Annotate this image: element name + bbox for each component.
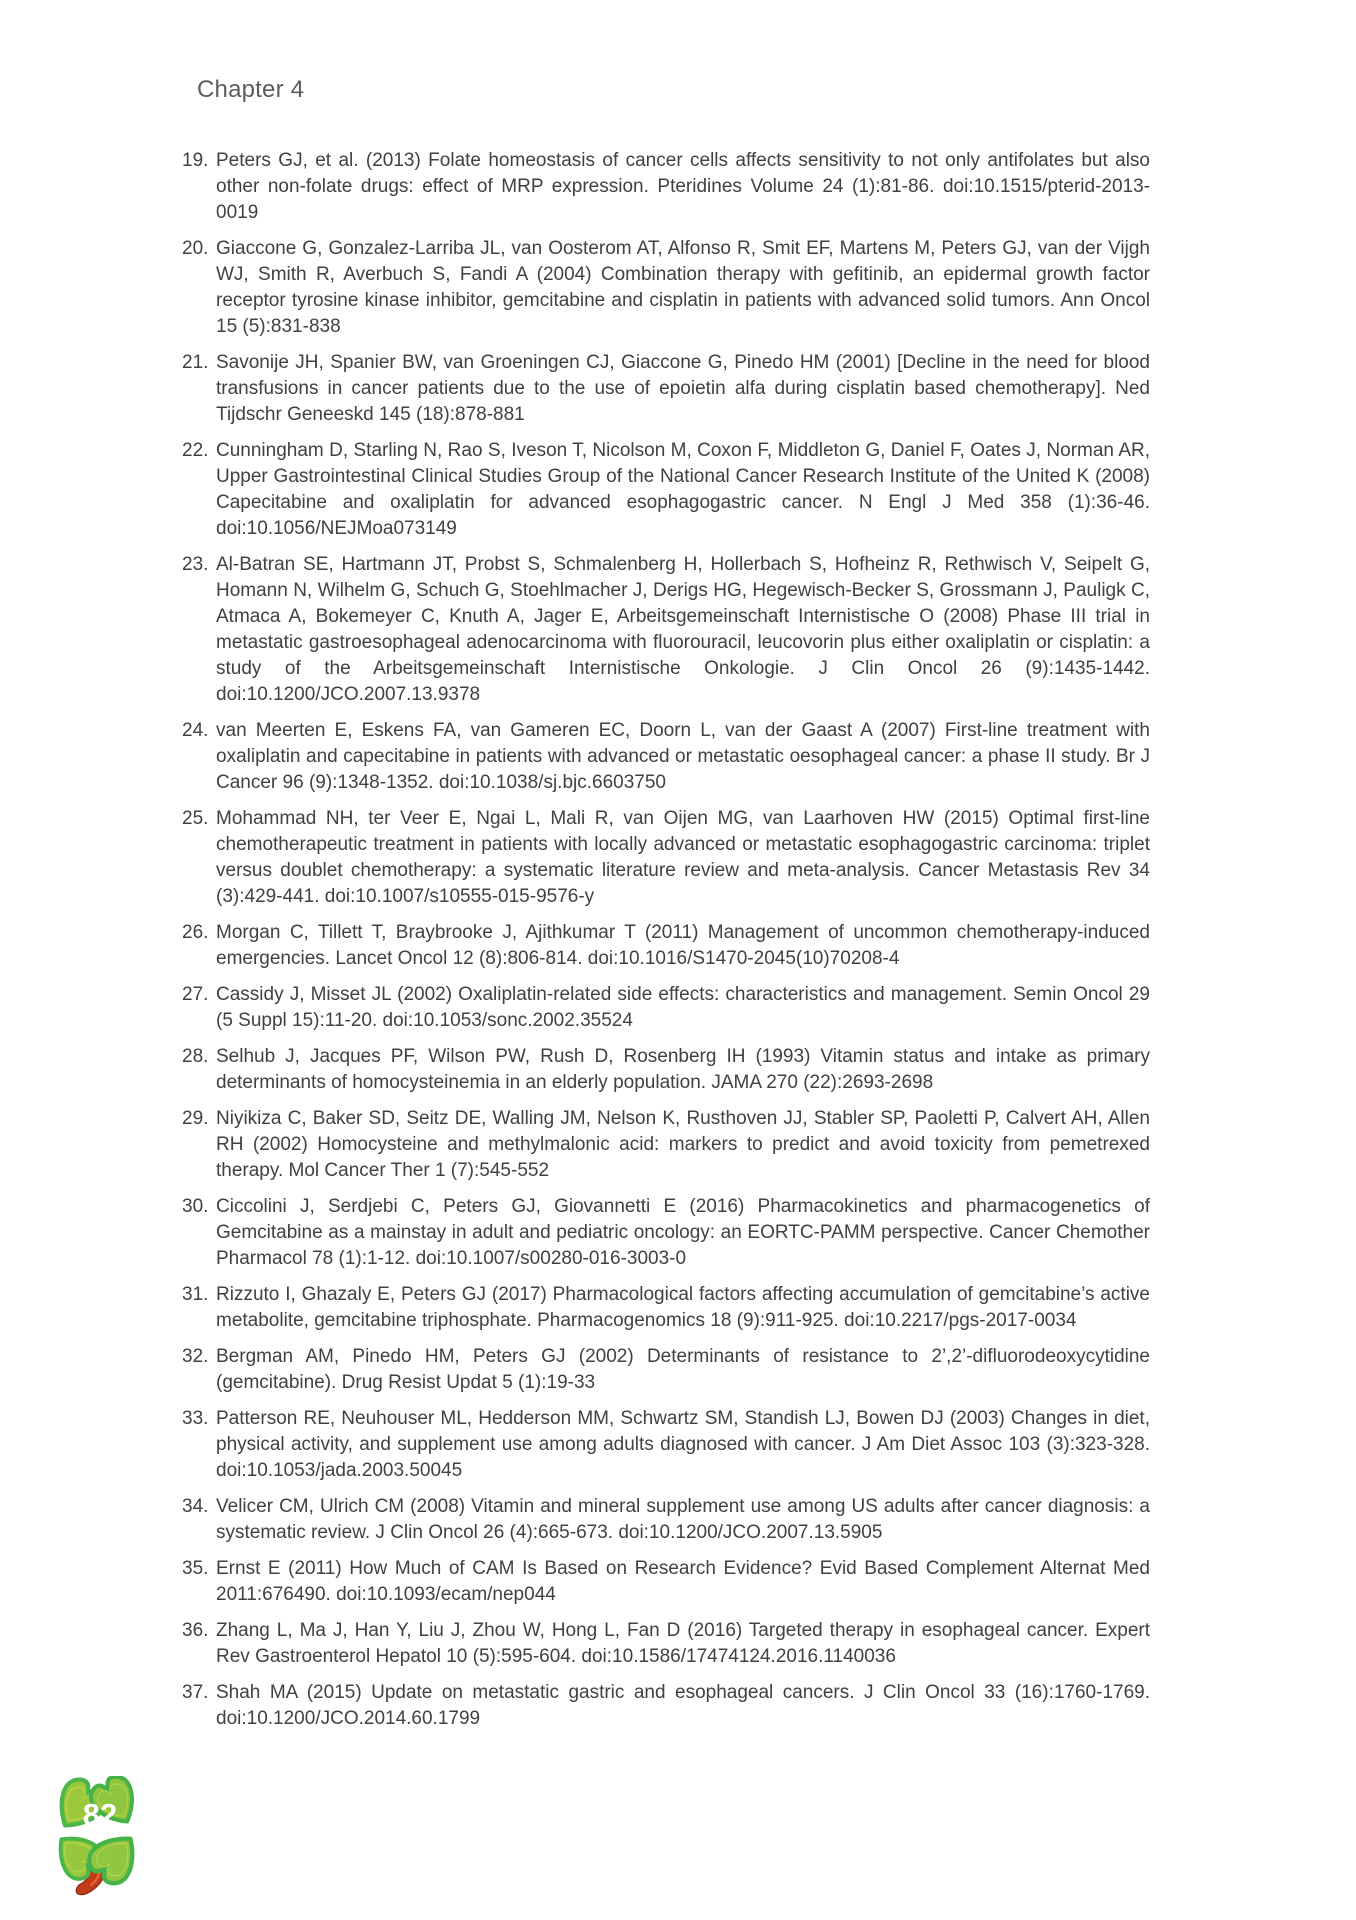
ref-number: 27. xyxy=(182,984,209,1005)
ref-number: 26. xyxy=(182,922,209,943)
reference-item xyxy=(182,552,1150,708)
references-list xyxy=(182,148,1150,1742)
reference-item xyxy=(182,1344,1150,1396)
ref-text: Zhang L, Ma J, Han Y, Liu J, Zhou W, Hong L, Fan D (2016) Targeted therapy in esophageal cancer. Expert Rev Gastroenterol Hepatol 10 (5):595-604. doi:10.1586/17474124.2016.1140036 xyxy=(216,1620,1150,1667)
ref-text: Ciccolini J, Serdjebi C, Peters GJ, Giovannetti E (2016) Pharmacokinetics and pharmacogenetics of Gemcitabine as a mainstay in adult and pediatric oncology: an EORTC-PAMM perspective. Cancer Chemother Pharmacol 78 (1):1-12. doi:10.1007/s00280-016-3003-0 xyxy=(216,1196,1150,1269)
ref-text: Niyikiza C, Baker SD, Seitz DE, Walling JM, Nelson K, Rusthoven JJ, Stabler SP, Paoletti P, Calvert AH, Allen RH (2002) Homocysteine and methylmalonic acid: markers to predict and avoid toxicity from pemetrexed therapy. Mol Cancer Ther 1 (7):545-552 xyxy=(216,1108,1150,1181)
ref-number: 24. xyxy=(182,720,209,741)
ref-text: Mohammad NH, ter Veer E, Ngai L, Mali R, van Oijen MG, van Laarhoven HW (2015) Optimal first-line chemotherapeutic treatment in patients with locally advanced or metastatic esophagogastric carcinoma: triplet versus doublet chemotherapy: a systematic literature review and meta-analysis. Cancer Metastasis Rev 34 (3):429-441. doi:10.1007/s10555-015-9576-y xyxy=(216,808,1150,907)
ref-number: 32. xyxy=(182,1346,209,1367)
clover-icon xyxy=(50,1776,146,1908)
reference-item xyxy=(182,1194,1150,1272)
ref-number: 36. xyxy=(182,1620,209,1641)
ref-number: 19. xyxy=(182,150,209,171)
ref-number: 22. xyxy=(182,440,209,461)
reference-item xyxy=(182,1044,1150,1096)
ref-number: 31. xyxy=(182,1284,209,1305)
reference-item xyxy=(182,350,1150,428)
clover-page-ornament xyxy=(50,1776,146,1908)
reference-item xyxy=(182,1556,1150,1608)
ref-number: 25. xyxy=(182,808,209,829)
ref-text: van Meerten E, Eskens FA, van Gameren EC, Doorn L, van der Gaast A (2007) First-line treatment with oxaliplatin and capecitabine in patients with advanced or metastatic oesophageal cancer: a phase II study. Br J Cancer 96 (9):1348-1352. doi:10.1038/sj.bjc.6603750 xyxy=(216,720,1150,793)
ref-text: Giaccone G, Gonzalez-Larriba JL, van Oosterom AT, Alfonso R, Smit EF, Martens M, Peters GJ, van der Vijgh WJ, Smith R, Averbuch S, Fandi A (2004) Combination therapy with gefitinib, an epidermal growth factor receptor tyrosine kinase inhibitor, gemcitabine and cisplatin in patients with advanced solid tumors. Ann Oncol 15 (5):831-838 xyxy=(216,238,1150,337)
ref-number: 28. xyxy=(182,1046,209,1067)
reference-item xyxy=(182,1406,1150,1484)
ref-text: Patterson RE, Neuhouser ML, Hedderson MM, Schwartz SM, Standish LJ, Bowen DJ (2003) Changes in diet, physical activity, and supplement use among adults diagnosed with cancer. J Am Diet Assoc 103 (3):323-328. doi:10.1053/jada.2003.50045 xyxy=(216,1408,1150,1481)
chapter-header: Chapter 4 xyxy=(197,76,305,103)
ref-number: 37. xyxy=(182,1682,209,1703)
ref-text: Cassidy J, Misset JL (2002) Oxaliplatin-related side effects: characteristics and management. Semin Oncol 29 (5 Suppl 15):11-20. doi:10.1053/sonc.2002.35524 xyxy=(216,984,1150,1031)
ref-text: Ernst E (2011) How Much of CAM Is Based on Research Evidence? Evid Based Complement Alternat Med 2011:676490. doi:10.1093/ecam/nep044 xyxy=(216,1558,1150,1605)
page-number: 82 xyxy=(82,1797,118,1832)
ref-text: Morgan C, Tillett T, Braybrooke J, Ajithkumar T (2011) Management of uncommon chemotherapy-induced emergencies. Lancet Oncol 12 (8):806-814. doi:10.1016/S1470-2045(10)70208-4 xyxy=(216,922,1150,969)
reference-item xyxy=(182,1282,1150,1334)
ref-number: 21. xyxy=(182,352,209,373)
ref-number: 34. xyxy=(182,1496,209,1517)
reference-item xyxy=(182,236,1150,340)
ref-number: 30. xyxy=(182,1196,209,1217)
ref-text: Savonije JH, Spanier BW, van Groeningen CJ, Giaccone G, Pinedo HM (2001) [Decline in the need for blood transfusions in cancer patients due to the use of epoietin alfa during cisplatin based chemotherapy]. Ned Tijdschr Geneeskd 145 (18):878-881 xyxy=(216,352,1150,425)
ref-text: Bergman AM, Pinedo HM, Peters GJ (2002) Determinants of resistance to 2’,2’-difluorodeoxycytidine (gemcitabine). Drug Resist Updat 5 (1):19-33 xyxy=(216,1346,1150,1393)
ref-text: Rizzuto I, Ghazaly E, Peters GJ (2017) Pharmacological factors affecting accumulation of gemcitabine’s active metabolite, gemcitabine triphosphate. Pharmacogenomics 18 (9):911-925. doi:10.2217/pgs-2017-0034 xyxy=(216,1284,1150,1331)
reference-item xyxy=(182,438,1150,542)
ref-number: 23. xyxy=(182,554,209,575)
ref-text: Peters GJ, et al. (2013) Folate homeostasis of cancer cells affects sensitivity to not only antifolates but also other non-folate drugs: effect of MRP expression. Pteridines Volume 24 (1):81-86. doi:10.1515/pterid-2013-0019 xyxy=(216,150,1150,223)
reference-item xyxy=(182,1680,1150,1732)
reference-item xyxy=(182,148,1150,226)
ref-number: 29. xyxy=(182,1108,209,1129)
reference-item xyxy=(182,1618,1150,1670)
reference-item xyxy=(182,806,1150,910)
reference-item xyxy=(182,1494,1150,1546)
reference-item xyxy=(182,982,1150,1034)
ref-number: 33. xyxy=(182,1408,209,1429)
ref-text: Selhub J, Jacques PF, Wilson PW, Rush D, Rosenberg IH (1993) Vitamin status and intake as primary determinants of homocysteinemia in an elderly population. JAMA 270 (22):2693-2698 xyxy=(216,1046,1150,1093)
reference-item xyxy=(182,1106,1150,1184)
ref-text: Velicer CM, Ulrich CM (2008) Vitamin and mineral supplement use among US adults after cancer diagnosis: a systematic review. J Clin Oncol 26 (4):665-673. doi:10.1200/JCO.2007.13.5905 xyxy=(216,1496,1150,1543)
ref-text: Shah MA (2015) Update on metastatic gastric and esophageal cancers. J Clin Oncol 33 (16):1760-1769. doi:10.1200/JCO.2014.60.1799 xyxy=(216,1682,1150,1729)
reference-item xyxy=(182,920,1150,972)
ref-number: 35. xyxy=(182,1558,209,1579)
ref-text: Cunningham D, Starling N, Rao S, Iveson T, Nicolson M, Coxon F, Middleton G, Daniel F, Oates J, Norman AR, Upper Gastrointestinal Clinical Studies Group of the National Cancer Research Institute of the United K (2008) Capecitabine and oxaliplatin for advanced esophagogastric cancer. N Engl J Med 358 (1):36-46. doi:10.1056/NEJMoa073149 xyxy=(216,440,1150,539)
reference-item xyxy=(182,718,1150,796)
ref-number: 20. xyxy=(182,238,209,259)
ref-text: Al-Batran SE, Hartmann JT, Probst S, Schmalenberg H, Hollerbach S, Hofheinz R, Rethwisch V, Seipelt G, Homann N, Wilhelm G, Schuch G, Stoehlmacher J, Derigs HG, Hegewisch-Becker S, Grossmann J, Pauligk C, Atmaca A, Bokemeyer C, Knuth A, Jager E, Arbeitsgemeinschaft Internistische O (2008) Phase III trial in metastatic gastroesophageal adenocarcinoma with fluorouracil, leucovorin plus either oxaliplatin or cisplatin: a study of the Arbeitsgemeinschaft Internistische Onkologie. J Clin Oncol 26 (9):1435-1442. doi:10.1200/JCO.2007.13.9378 xyxy=(216,554,1150,705)
